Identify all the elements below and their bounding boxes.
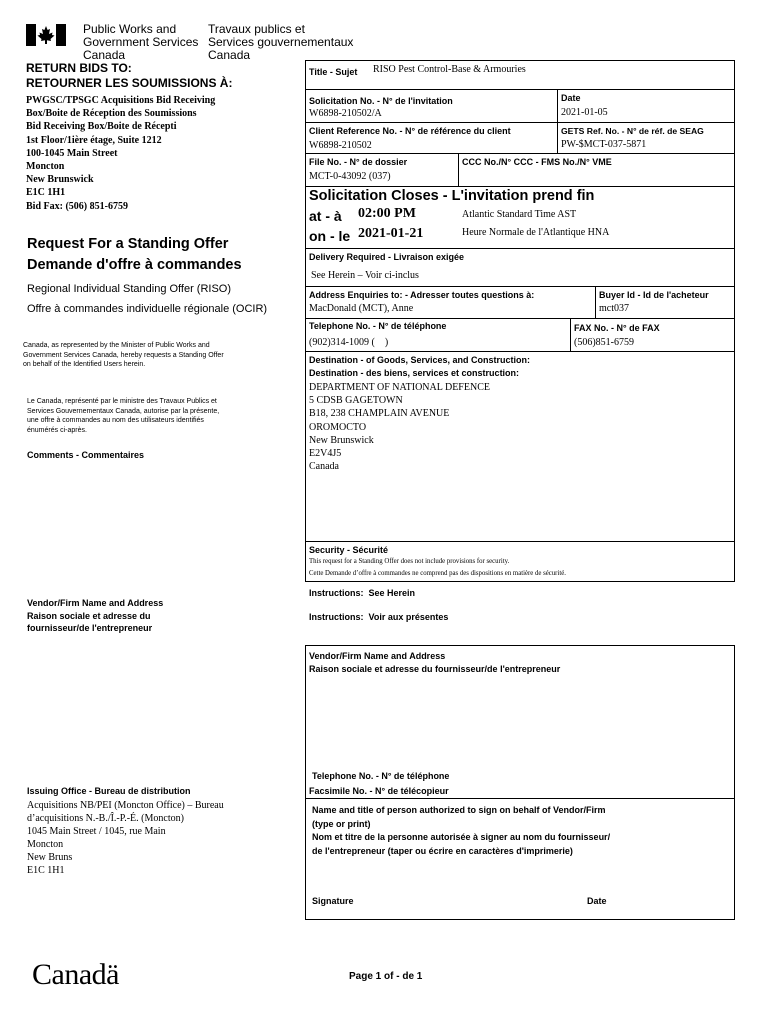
authorized-person-field[interactable]	[309, 862, 731, 892]
issuing-office-label: Issuing Office - Bureau de distribution	[27, 786, 191, 796]
date-value: 2021-01-05	[561, 107, 608, 118]
return-bids-fr: RETOURNER LES SOUMISSIONS À:	[26, 76, 233, 90]
buyer-id-label: Buyer Id - Id de l'acheteur	[599, 290, 709, 300]
closing-date-label: on - le	[309, 228, 351, 244]
vendor-facsimile-label: Facsimile No. - N° de télécopieur	[309, 786, 449, 796]
canada-flag-icon	[26, 24, 66, 46]
return-bids-en: RETURN BIDS TO:	[26, 61, 132, 75]
instructions-fr: Instructions: Voir aux présentes	[309, 612, 449, 622]
destination-label-fr: Destination - des biens, services et construction:	[309, 368, 520, 378]
closing-date-value: 2021-01-21	[358, 226, 424, 241]
closing-time-label: at - à	[309, 208, 342, 224]
address-enquiries-value: MacDonald (MCT), Anne	[309, 303, 414, 314]
security-text-en: This request for a Standing Offer does not include provisions for security.	[309, 558, 510, 565]
buyer-id-value: mct037	[599, 303, 629, 314]
gets-reference-label: GETS Ref. No. - N° de réf. de SEAG	[561, 126, 704, 136]
signature-label: Signature	[312, 896, 354, 906]
authorized-person-label: Name and title of person authorized to sign on behalf of Vendor/Firm (type or print) Nom et titre de la personne autorisée à signer au nom du fournisseur/ de l'entrepreneur (taper ou écrire en caractères d'imprimerie)	[312, 805, 611, 856]
delivery-required-value: See Herein – Voir ci-inclus	[311, 270, 419, 281]
request-paragraph-fr: Le Canada, représenté par le ministre des Travaux Publics et Services Gouvernementaux Canada, autorise par la présente, une offre à commandes au nom des utilisateurs identifiés énumérés ci-après.	[27, 398, 220, 434]
address-enquiries-label: Address Enquiries to: - Adresser toutes questions à:	[309, 290, 535, 300]
timezone-en: Atlantic Standard Time AST	[462, 209, 577, 220]
timezone-fr: Heure Normale de l'Atlantique HNA	[462, 227, 610, 238]
request-paragraph-en: Canada, as represented by the Minister of Public Works and Government Services Canada, hereby requests a Standing Offer on behalf of the Identified Users herein.	[23, 342, 224, 368]
issuing-office-address: Acquisitions NB/PEI (Moncton Office) – Bureau d’acquisitions N.-B./Î.-P.-É. (Moncton) 1045 Main Street / 1045, rue Main Moncton New Bruns E1C 1H1	[27, 800, 224, 876]
vendor-telephone-label: Telephone No. - N° de téléphone	[312, 771, 450, 781]
solicitation-number-label: Solicitation No. - N° de l'invitation	[309, 96, 453, 106]
vendor-left-label: Vendor/Firm Name and Address Raison sociale et adresse du fournisseur/de l'entrepreneur	[27, 598, 164, 633]
ccc-number-label: CCC No./N° CCC - FMS No./N° VME	[462, 157, 612, 167]
request-title-fr: Demande d'offre à commandes	[27, 257, 242, 273]
canada-wordmark: Canadä	[32, 958, 119, 991]
security-text-fr: Cette Demande d’offre à commandes ne comprend pas des dispositions en matière de sécurité.	[309, 570, 566, 577]
telephone-value: (902)314-1009 ( )	[309, 337, 389, 348]
department-name-en: Public Works and Government Services Canada	[83, 22, 199, 62]
security-label: Security - Sécurité	[309, 545, 389, 555]
vendor-name-address-field[interactable]	[309, 678, 731, 766]
gets-reference-value: PW-$MCT-037-5871	[561, 139, 647, 150]
page-number: Page 1 of - de 1	[349, 971, 423, 982]
request-title-en: Request For a Standing Offer	[27, 236, 229, 252]
signature-date-label: Date	[587, 896, 607, 906]
solicitation-number-value: W6898-210502/A	[309, 108, 382, 119]
file-number-value: MCT-0-43092 (037)	[309, 171, 391, 182]
return-bids-address: PWGSC/TPSGC Acquisitions Bid Receiving Box/Boite de Réception des Soumissions Bid Receiving Box/Boite de Récepti 1st Floor/1ière étage, Suite 1212 100-1045 Main Street Moncton New Brunswick E1C 1H1 Bid Fax: (506) 851-6759	[26, 95, 216, 212]
destination-label-en: Destination - of Goods, Services, and Construction:	[309, 355, 531, 365]
closing-time-value: 02:00 PM	[358, 206, 416, 221]
title-label: Title - Sujet	[309, 67, 358, 77]
fax-value: (506)851-6759	[574, 337, 634, 348]
date-label: Date	[561, 93, 581, 103]
fax-label: FAX No. - N° de FAX	[574, 323, 660, 333]
request-type-en: Regional Individual Standing Offer (RISO)	[27, 283, 232, 295]
destination-address: DEPARTMENT OF NATIONAL DEFENCE 5 CDSB GAGETOWN B18, 238 CHAMPLAIN AVENUE OROMOCTO New Brunswick E2V4J5 Canada	[309, 382, 490, 473]
comments-label: Comments - Commentaires	[27, 450, 145, 460]
client-reference-value: W6898-210502	[309, 140, 372, 151]
telephone-label: Telephone No. - N° de téléphone	[309, 321, 447, 331]
instructions-en: Instructions: See Herein	[309, 588, 416, 598]
title-value: RISO Pest Control-Base & Armouries	[373, 64, 526, 75]
solicitation-closes-heading: Solicitation Closes - L'invitation prend fin	[309, 188, 595, 204]
client-reference-label: Client Reference No. - N° de référence du client	[309, 126, 511, 136]
department-name-fr: Travaux publics et Services gouvernementaux Canada	[208, 22, 354, 62]
vendor-box-label-en: Vendor/Firm Name and Address	[309, 651, 446, 661]
file-number-label: File No. - N° de dossier	[309, 157, 408, 167]
delivery-required-label: Delivery Required - Livraison exigée	[309, 252, 465, 262]
vendor-box-label-fr: Raison sociale et adresse du fournisseur/de l'entrepreneur	[309, 664, 561, 674]
return-bids-heading	[26, 61, 232, 91]
request-type-fr: Offre à commandes individuelle régionale (OCIR)	[27, 303, 268, 315]
